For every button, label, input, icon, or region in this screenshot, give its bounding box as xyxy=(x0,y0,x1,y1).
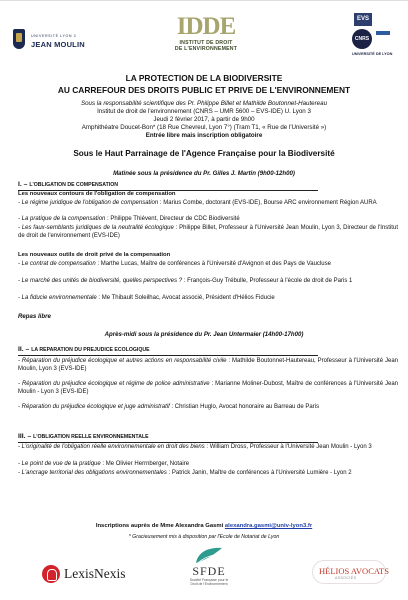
section-3-title: L'OBLIGATION REELLE ENVIRONNEMENTALE xyxy=(33,434,149,440)
program-item-topic: - Le marché des unités de biodiversité, quelles perspectives ? xyxy=(18,278,183,284)
sfde-logo-name: SFDE xyxy=(192,564,226,578)
program-item xyxy=(18,381,398,396)
evs-logo-bar xyxy=(376,31,390,35)
helios-logo-sub: ASSOCIÉS xyxy=(335,576,357,580)
program-item xyxy=(18,404,398,412)
section-2-roman: II. – xyxy=(18,346,30,353)
lyon3-logo-small-text: UNIVERSITÉ LYON 3 xyxy=(31,34,77,38)
section-2-title: LA REPARATION DU PREJUDICE ECOLOGIQUE xyxy=(31,347,150,353)
section-1-roman: I. – xyxy=(18,181,28,188)
evs-logo-text: UNIVERSITÉ DE LYON xyxy=(352,52,393,56)
lexisnexis-emblem-icon xyxy=(42,565,60,583)
program-item-speaker: : Me Olivier Herrnberger, Notaire xyxy=(100,461,190,467)
lexisnexis-logo-name: LexisNexis xyxy=(64,566,126,581)
section-1-title: L'OBLIGATION DE COMPENSATION xyxy=(29,182,118,188)
lunch-break: Repas libre xyxy=(18,313,51,320)
program-item-topic: - La pratique de la compensation xyxy=(18,216,106,222)
program-item-speaker: : Mathilde Boutonnet-Hautereau, Professeur à l'Université Jean Moulin, Lyon 3 (EVS-IDE) xyxy=(18,358,398,372)
program-item xyxy=(18,444,398,452)
program-item-topic: - Réparation du préjudice écologique et autres actions en responsabilité civile xyxy=(18,358,227,364)
section-1-heading xyxy=(18,181,398,188)
cnrs-logo-icon: CNRS xyxy=(352,29,372,49)
afternoon-session-label: Après-midi sous la présidence du Pr. Jean Untermaier (14h00-17h00) xyxy=(104,331,304,338)
section-2-rule xyxy=(18,355,318,356)
program-item-speaker: : Patrick Janin, Maître de conférences à l'Université Lumière - Lyon 2 xyxy=(166,470,352,476)
event-date: Jeudi 2 février 2017, à partir de 9h00 xyxy=(153,116,255,123)
helios-logo-name: HÉLIOS AVOCATS xyxy=(319,566,389,576)
program-item-speaker: : François-Guy Trébulle, Professeur à l'école de droit de Paris 1 xyxy=(182,278,353,284)
group-2-heading: Les nouveaux outils de droit privé de la compensation xyxy=(18,252,171,258)
idde-logo xyxy=(168,13,244,61)
program-item xyxy=(18,470,398,478)
program-item-speaker: : Christian Huglo, Avocat honoraire au Barreau de Paris xyxy=(169,404,320,410)
idde-logo-line2: DE L'ENVIRONNEMENT xyxy=(174,46,238,52)
program-item xyxy=(18,278,398,286)
section-3-roman: III. – xyxy=(18,433,32,440)
lyon3-logo-name: JEAN MOULIN xyxy=(31,40,85,49)
entry-notice: Entrée libre mais inscription obligatoire xyxy=(145,132,263,139)
section-3-heading xyxy=(18,433,398,440)
program-item xyxy=(18,200,398,208)
venue-credit-note: * Gracieusement mis à disposition par l'Ecole de Notariat de Lyon xyxy=(128,534,280,540)
sfde-logo-line2: Droit de l'Environnement xyxy=(190,582,228,586)
program-item xyxy=(18,461,398,469)
sfde-leaf-icon xyxy=(192,545,226,565)
program-item-speaker: : Marius Combe, doctorant (EVS-IDE), Bourse ARC environnement Région AURA xyxy=(158,200,377,206)
program-item-topic: - L'originalité de l'obligation réelle environnementale en droit des biens xyxy=(18,444,205,450)
program-item xyxy=(18,295,398,303)
program-item-topic: - Le contrat de compensation xyxy=(18,261,96,267)
lyon3-logo xyxy=(13,25,98,65)
program-item-speaker: : Philippe Billet, Professeur à l'Université Jean Moulin, Lyon 3, Directeur de l'Institut de droit de l'environnement (EVS-IDE) xyxy=(18,225,398,239)
program-item-topic: - L'ancrage territorial des obligations environnementales xyxy=(18,470,167,476)
section-3-rule xyxy=(18,442,318,443)
patronage-line: Sous le Haut Parrainage de l'Agence Française pour la Biodiversité xyxy=(73,149,335,158)
program-item-topic: - Les faux-semblants juridiques de la neutralité écologique xyxy=(18,225,174,231)
page-title-line1: LA PROTECTION DE LA BIODIVERSITE xyxy=(125,73,283,83)
page-title-line2: AU CARREFOUR DES DROITS PUBLIC ET PRIVE DE L'ENVIRONNEMENT xyxy=(57,85,351,95)
evs-logo-box: EVS xyxy=(354,13,372,26)
registration-email-link[interactable]: alexandra.gasmi@univ-lyon3.fr xyxy=(224,523,313,529)
program-item-topic: - La fiducie environnementale xyxy=(18,295,97,301)
program-item-speaker: : Philippe Thiévent, Directeur de CDC Biodiversité xyxy=(105,216,240,222)
morning-session-label: Matinée sous la présidence du Pr. Gilles J. Martin (9h00-12h00) xyxy=(113,170,295,177)
program-item-speaker: : Marthe Lucas, Maître de conférences à l'Université d'Avignon et des Pays de Vaucluse xyxy=(95,261,331,267)
university-crest-icon xyxy=(13,29,25,49)
idde-logo-line1: INSTITUT DE DROIT xyxy=(179,40,233,46)
program-item xyxy=(18,216,398,224)
program-item-topic: - Le point de vue de la pratique xyxy=(18,461,101,467)
registration-text: Inscriptions auprès de Mme Alexandra Gasmi xyxy=(95,523,225,529)
lexisnexis-logo xyxy=(42,563,127,585)
program-item xyxy=(18,358,398,373)
program-item-topic: - Réparation du préjudice écologique et régime de police administrative xyxy=(18,381,210,387)
program-item-speaker: : William Dross, Professeur à l'Université Jean Moulin - Lyon 3 xyxy=(204,444,372,450)
helios-avocats-logo xyxy=(312,560,389,584)
sfde-logo xyxy=(180,545,238,597)
idde-logo-mark: IDDE xyxy=(176,13,236,40)
program-item xyxy=(18,261,398,269)
sfde-logo-line1: Société Française pour le xyxy=(189,578,229,582)
program-item-topic: - Réparation du préjudice écologique et juge administratif xyxy=(18,404,170,410)
registration-line xyxy=(8,523,400,529)
evs-logo xyxy=(350,13,398,61)
program-item-speaker: : Me Thibault Soleilhac, Avocat associé, Président d'Hélios Fiducie xyxy=(96,295,275,301)
institute-line: Institut de droit de l'environnement (CNRS – UMR 5600 – EVS-IDE) U. Lyon 3 xyxy=(97,108,311,115)
section-2-heading xyxy=(18,346,398,353)
program-item-speaker: : Marianne Moliner-Dubost, Maître de conférences à l'Université Jean Moulin - Lyon 3 (EVS-IDE) xyxy=(18,381,398,395)
group-1-heading: Les nouveaux contours de l'obligation de compensation xyxy=(18,191,176,197)
event-venue: Amphithéatre Doucet-Bon* (18 Rue Chevreul, Lyon 7°) (Tram T1, « Rue de l'Université ») xyxy=(81,124,327,131)
scientific-responsibility: Sous la responsabilité scientifique des Pr. Philippe Billet et Mathilde Boutonnet-Hautereau xyxy=(80,100,328,107)
program-item-topic: - Le régime juridique de l'obligation de compensation xyxy=(18,200,159,206)
program-item xyxy=(18,225,398,240)
